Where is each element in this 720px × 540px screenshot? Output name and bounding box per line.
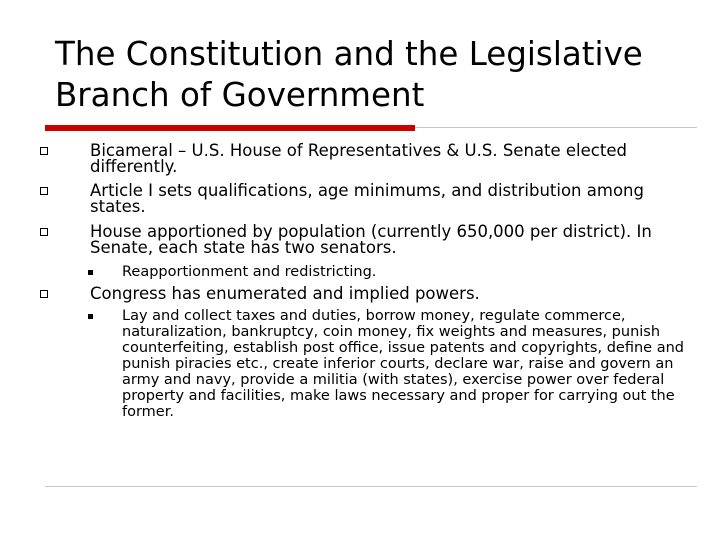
- bullet-text: Article I sets qualifications, age minimums, and distribution among states.: [90, 181, 644, 216]
- bullet-text: House apportioned by population (currently 650,000 per district). In Senate, each state has two senators.: [90, 222, 652, 257]
- footer-rule: [45, 486, 697, 487]
- sub-bullet-item: [122, 308, 692, 420]
- filled-square-icon: [88, 314, 93, 319]
- sub-bullet-item: [122, 264, 692, 280]
- sub-bullet-text: Lay and collect taxes and duties, borrow money, regulate commerce, naturalization, bankruptcy, coin money, fix weights and measures, punish counterfeiting, establish post office, issue patents and copyrights, define and punish piracies etc., create inferior courts, declare war, raise and govern an army and navy, provide a militia (with states), exercise power over federal property and facilities, make laws necessary and proper for carrying out the former.: [122, 308, 684, 420]
- hollow-square-icon: [40, 147, 48, 155]
- hollow-square-icon: [40, 290, 48, 298]
- bullet-text: Bicameral – U.S. House of Representatives & U.S. Senate elected differently.: [90, 141, 627, 176]
- bullet-item: [90, 143, 700, 175]
- bullet-item: [90, 183, 700, 215]
- hollow-square-icon: [40, 228, 48, 236]
- bullet-item: [90, 286, 700, 302]
- hollow-square-icon: [40, 187, 48, 195]
- slide-title: The Constitution and the Legislative Branch of Government: [55, 35, 643, 114]
- bullet-text: Congress has enumerated and implied powers.: [90, 284, 480, 303]
- filled-square-icon: [88, 270, 93, 275]
- bullet-item: [90, 224, 700, 256]
- sub-bullet-text: Reapportionment and redistricting.: [122, 264, 377, 280]
